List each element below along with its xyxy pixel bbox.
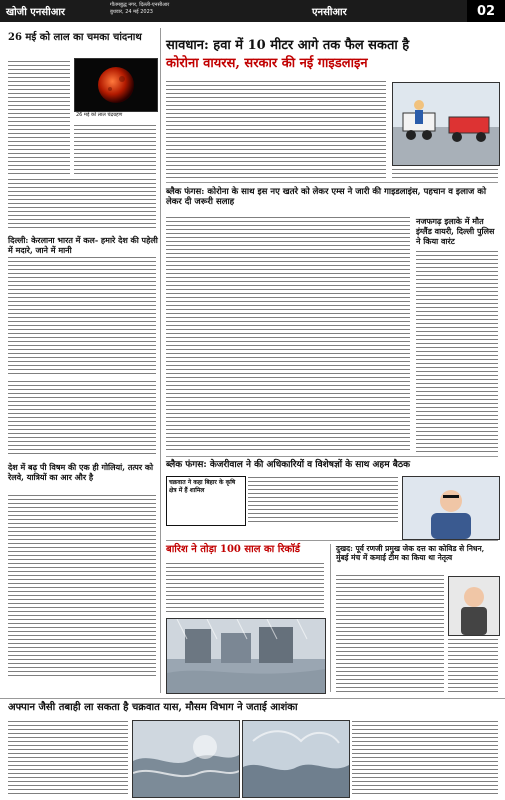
main-headline-bottom: कोरोना वायरस, सरकार की नई गाइडलाइन — [166, 56, 368, 71]
portrait-icon — [449, 577, 499, 635]
rain-scene-icon — [167, 619, 325, 693]
masthead-meta — [110, 2, 260, 16]
storm-icon — [243, 721, 349, 797]
waves-icon — [133, 721, 239, 797]
sad-text-2 — [448, 638, 498, 692]
kejriwal-callout-text: चक्रवात ने कहा बिहार के कृषि क्षेत्र में हैं शामिल — [169, 479, 236, 494]
left-story-text-2 — [74, 124, 156, 176]
bottom-text-2 — [352, 720, 498, 796]
cyclone-photo-2 — [242, 720, 350, 798]
column-divider — [160, 28, 161, 693]
kejriwal-text — [248, 476, 398, 524]
left-story-3-headline: देश में बढ़ पी विषम की एक ही गोलियां, तत्पर को रेलवे, यात्रियों का आर और है — [8, 462, 154, 482]
moon-icon — [75, 59, 157, 111]
sad-text — [336, 574, 444, 692]
left-story-headline: 26 मई को लाल का चमका चांदनाथ — [8, 32, 142, 43]
left-story-text — [8, 60, 70, 175]
masthead — [0, 0, 505, 22]
rain-headline: बारिश ने तोड़ा 100 साल का रिकॉर्ड — [166, 544, 301, 555]
traffic-scene-icon — [393, 83, 499, 165]
bottom-text — [8, 720, 128, 796]
sad-photo — [448, 576, 500, 636]
rain-text — [166, 562, 324, 614]
left-story-2-text-b — [8, 380, 156, 456]
kejriwal-photo — [402, 476, 500, 540]
cyclone-photo-1 — [132, 720, 240, 798]
rain-photo — [166, 618, 326, 694]
bottom-headline: अफ्पान जैसी तबाही ला सकता है चक्रवात यास, मौसम विभाग ने जताई आशंका — [8, 702, 298, 713]
main-headline-top: सावधान: हवा में 10 मीटर आगे तक फैल सकता है — [166, 38, 410, 53]
left-story-2-text — [8, 256, 156, 374]
separator-3 — [166, 540, 498, 541]
photo-text — [392, 168, 498, 178]
person-icon — [403, 477, 499, 539]
black-fungus-headline: ब्लैक फंगस: कोरोना के साथ इस नए खतरे को लेकर एम्स ने जारी की गाइडलाइंस, पहचान व इलाज को लेकर दी जरूरी सलाह — [166, 187, 487, 207]
meta-line-2: बुधवार, 24 मई 2023 — [110, 9, 153, 15]
black-fungus-text — [166, 216, 410, 452]
section-title: एनसीआर — [312, 7, 347, 18]
brand-title: खोजी एनसीआर — [6, 7, 66, 18]
column-divider-2 — [330, 544, 331, 692]
separator-bottom — [0, 698, 505, 699]
page-number: 02 — [467, 0, 505, 22]
oxygen-text — [416, 250, 498, 452]
oxygen-headline: नजफगढ़ इलाके में मौत इंग्लैंड वायरी, दिल्ली पुलिस ने किया वारंट — [416, 216, 495, 246]
separator — [166, 182, 498, 183]
moon-photo — [74, 58, 158, 112]
main-story-text — [166, 80, 386, 178]
sad-headline: दुखद: पूर्व रणजी प्रमुख जेक दत्त का कोविड से निधन, मुंबई मंच में कमाई टीम का किया था नेतृत्व — [336, 544, 485, 562]
left-story-3-text — [8, 494, 156, 676]
meta-line-1: गौतमबुद्ध नगर, दिल्ली-एनसीआर — [110, 2, 170, 8]
left-story-text-3 — [8, 178, 156, 230]
kejriwal-headline: ब्लैक फंगस: केजरीवाल ने की अधिकारियों व विशेषज्ञों के साथ अहम बैठक — [166, 460, 410, 470]
traffic-photo — [392, 82, 500, 166]
left-story-2-headline: दिल्ली: केरलाना भारत में कल- हमारे देश की पहेली में मदारे, जाने में मानी — [8, 235, 158, 255]
separator-2 — [166, 456, 498, 457]
moon-caption: 26 मई को लाल चंद्रग्रहण — [76, 112, 123, 118]
kejriwal-callout — [166, 476, 246, 526]
